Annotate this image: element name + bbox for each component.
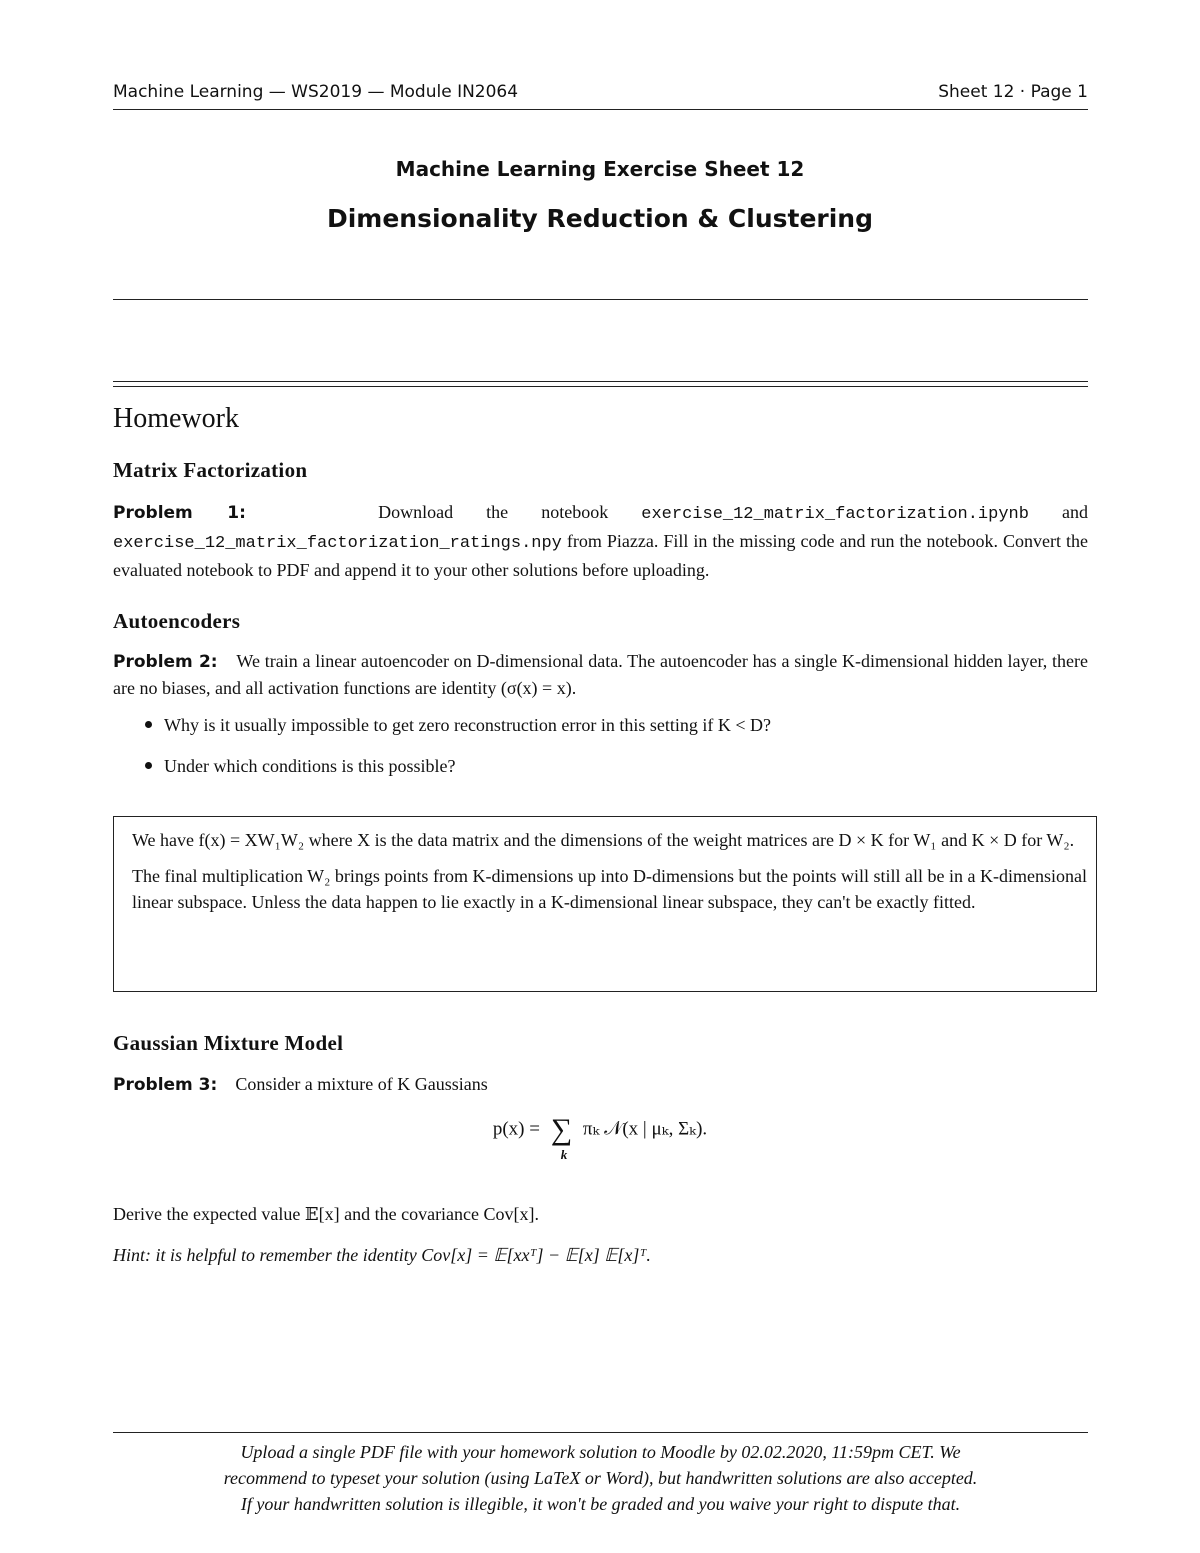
problem-1-text-a: Download the notebook (378, 502, 642, 522)
bullet-text: Why is it usually impossible to get zero reconstruction error in this setting if K < D? (164, 715, 772, 735)
sheet-title: Machine Learning Exercise Sheet 12 (395, 157, 805, 181)
sigma-symbol: ∑ (550, 1113, 573, 1146)
sum-operator (550, 1113, 573, 1162)
problem-3-label: Problem 3: (113, 1075, 218, 1095)
problem-1-ratings-file: exercise_12_matrix_factorization_ratings.npy (113, 534, 562, 553)
section-matrix-factorization: Matrix Factorization (113, 458, 308, 482)
gmm-equation (0, 1113, 1200, 1162)
bullet-dot (145, 762, 152, 769)
header-rule (113, 109, 1088, 110)
problem-2-label: Problem 2: (113, 652, 218, 672)
footer-rule (113, 1432, 1088, 1433)
running-header-left: Machine Learning — WS2019 — Module IN2064 (113, 82, 519, 102)
footer-line: If your handwritten solution is illegible, it won't be graded and you waive your right to dispute that. (240, 1494, 961, 1514)
problem-1-notebook-file: exercise_12_matrix_factorization.ipynb (641, 505, 1029, 524)
problem-1 (113, 499, 1088, 583)
bullet-item (145, 756, 455, 777)
footer-line: Upload a single PDF file with your homework solution to Moodle by 02.02.2020, 11:59pm CET. We (240, 1442, 961, 1462)
problem-2-text: We train a linear autoencoder on D-dimensional data. The autoencoder has a single K-dimensional hidden layer, there are no biases, and all activation functions are identity (σ(x) = x). (113, 651, 1089, 698)
problem-1-text-b: and (1028, 502, 1089, 522)
solution-paragraph-2: The final multiplication W₂ brings points from K-dimensions up into D-dimensions but the points will still all be in a K-dimensional linear subspace. Unless the data happen to lie exactly in a K-dimensional linear subspace, they can't be exactly fitted. (132, 866, 1087, 912)
sum-index: k (560, 1147, 568, 1162)
solution-box (113, 816, 1097, 992)
bullet-item (145, 715, 771, 736)
problem-3 (113, 1071, 1088, 1098)
homework-heading: Homework (113, 403, 239, 434)
section-autoencoders: Autoencoders (113, 609, 241, 633)
solution-paragraph-1: We have f(x) = XW₁W₂ where X is the data matrix and the dimensions of the weight matrices are D × K for W₁ and K × D for W₂. (132, 830, 1075, 850)
footer-notice (113, 1439, 1088, 1517)
equation-lhs: p(x) = (492, 1118, 540, 1140)
title-rule (113, 299, 1088, 300)
double-rule-bottom (113, 386, 1088, 387)
running-header-right: Sheet 12 · Page 1 (938, 82, 1088, 102)
hint: Hint: it is helpful to remember the identity Cov[x] = 𝔼[xxᵀ] − 𝔼[x] 𝔼[x]ᵀ. (113, 1245, 651, 1265)
equation-rhs: πₖ 𝒩(x | μₖ, Σₖ). (582, 1118, 708, 1140)
problem-1-text-c: from Piazza. Fill in the missing code and run the notebook. Convert the evaluated notebook to PDF and append it to your other solutions before uploading. (113, 531, 1088, 580)
derive-instruction: Derive the expected value 𝔼[x] and the covariance Cov[x]. (113, 1204, 540, 1224)
problem-1-label: Problem 1: (113, 503, 246, 523)
topic-title: Dimensionality Reduction & Clustering (326, 204, 874, 233)
bullet-dot (145, 721, 152, 728)
section-gmm: Gaussian Mixture Model (113, 1031, 344, 1055)
footer-line: recommend to typeset your solution (using LaTeX or Word), but handwritten solutions are also accepted. (223, 1468, 978, 1488)
bullet-text: Under which conditions is this possible? (164, 756, 456, 776)
problem-2 (113, 648, 1088, 701)
problem-3-text: Consider a mixture of K Gaussians (235, 1074, 488, 1094)
double-rule-top (113, 381, 1088, 382)
